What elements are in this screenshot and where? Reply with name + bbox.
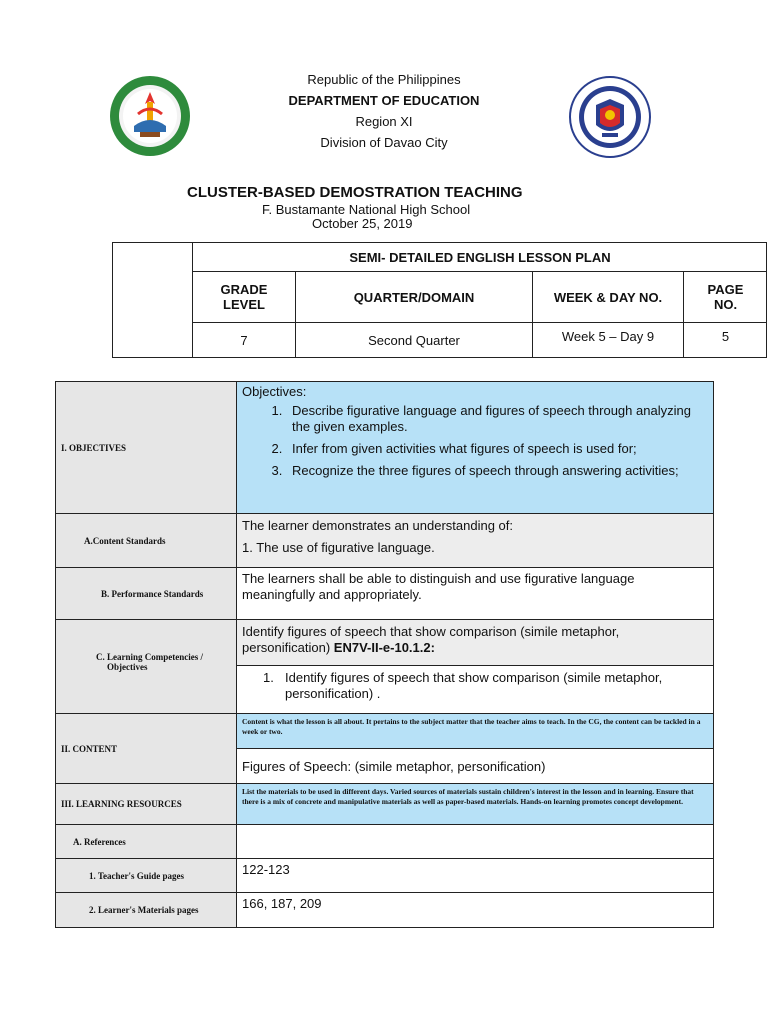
- value-grade-level: 7: [240, 332, 248, 348]
- objective-item: 2. Infer from given activities what figures of speech is used for;: [286, 441, 708, 457]
- competency-item-number: 1.: [263, 670, 274, 685]
- content-text: Figures of Speech: (simile metaphor, personification): [236, 749, 713, 784]
- value-quarter-domain: Second Quarter: [368, 332, 460, 348]
- department-line: DEPARTMENT OF EDUCATION: [288, 93, 480, 108]
- objectives-list: [242, 403, 708, 479]
- teachers-guide-label: 1. Teacher's Guide pages: [56, 859, 236, 893]
- school-name: F. Bustamante National High School: [262, 202, 471, 217]
- learning-competencies-text: Identify figures of speech that show comparison (simile metaphor, personification): [242, 624, 620, 655]
- division-line: Division of Davao City: [320, 135, 448, 150]
- teachers-guide-pages: 122-123: [236, 859, 713, 893]
- event-date: October 25, 2019: [312, 216, 413, 231]
- references-label: A. References: [56, 825, 236, 859]
- event-title: CLUSTER-BASED DEMOSTRATION TEACHING: [187, 184, 523, 201]
- header-quarter-domain: QUARTER/DOMAIN: [353, 289, 475, 305]
- lesson-details-table: [55, 381, 714, 928]
- region-line: Region XI: [355, 114, 413, 129]
- header-week-day: WEEK & DAY NO.: [553, 289, 663, 305]
- content-label: II. CONTENT: [56, 714, 236, 784]
- objectives-label: I. OBJECTIVES: [56, 382, 236, 514]
- objectives-cell: [236, 382, 713, 514]
- objectives-intro: Objectives:: [242, 384, 307, 399]
- learning-competencies-label-line1: C. Learning Competencies /: [96, 652, 203, 662]
- references-text: [236, 825, 713, 859]
- value-week-day: Week 5 – Day 9: [561, 328, 655, 344]
- learning-competencies-label-line2: Objectives: [107, 662, 148, 672]
- objective-item: 1. Describe figurative language and figures of speech through analyzing the given examples.: [286, 403, 708, 435]
- learning-resources-note: List the materials to be used in different days. Varied sources of materials sustain children's interest in the lesson and in learning. Ensure that there is a mix of concrete and manipulative materials as well as paper-based materials. Hands-on learning promotes concept development.: [236, 784, 713, 825]
- learning-competencies-label: [56, 620, 236, 714]
- republic-line: Republic of the Philippines: [307, 72, 461, 87]
- learners-materials-label: 2. Learner's Materials pages: [56, 893, 236, 927]
- content-standards-label: A.Content Standards: [56, 514, 236, 568]
- performance-standards-label: B. Performance Standards: [56, 568, 236, 620]
- content-standards-line1: The learner demonstrates an understanding of:: [242, 518, 514, 533]
- learning-resources-label: III. LEARNING RESOURCES: [56, 784, 236, 825]
- plan-title: SEMI- DETAILED ENGLISH LESSON PLAN: [349, 249, 611, 265]
- content-note: Content is what the lesson is all about. It pertains to the subject matter that the teacher aims to teach. In the CG, the content can be tackled in a week or two.: [236, 714, 713, 749]
- objective-item: 3. Recognize the three figures of speech through answering activities;: [286, 463, 708, 479]
- content-standards-cell: [236, 514, 713, 568]
- competency-item: Identify figures of speech that show comparison (simile metaphor, personification) .: [285, 670, 663, 701]
- competency-code: EN7V-II-e-10.1.2:: [333, 640, 435, 655]
- learning-competencies-cell: [236, 620, 713, 666]
- learners-materials-pages: 166, 187, 209: [236, 893, 713, 927]
- header-page-no: PAGE NO.: [707, 282, 744, 312]
- header-grade-level: GRADE LEVEL: [220, 282, 268, 312]
- performance-standards-text: The learners shall be able to distinguish and use figurative language meaningfully and appropriately.: [236, 568, 713, 620]
- value-page-no: 5: [721, 328, 730, 344]
- content-standards-line2: 1. The use of figurative language.: [242, 540, 435, 555]
- competency-item-cell: [236, 666, 713, 714]
- lesson-plan-table: [112, 242, 767, 358]
